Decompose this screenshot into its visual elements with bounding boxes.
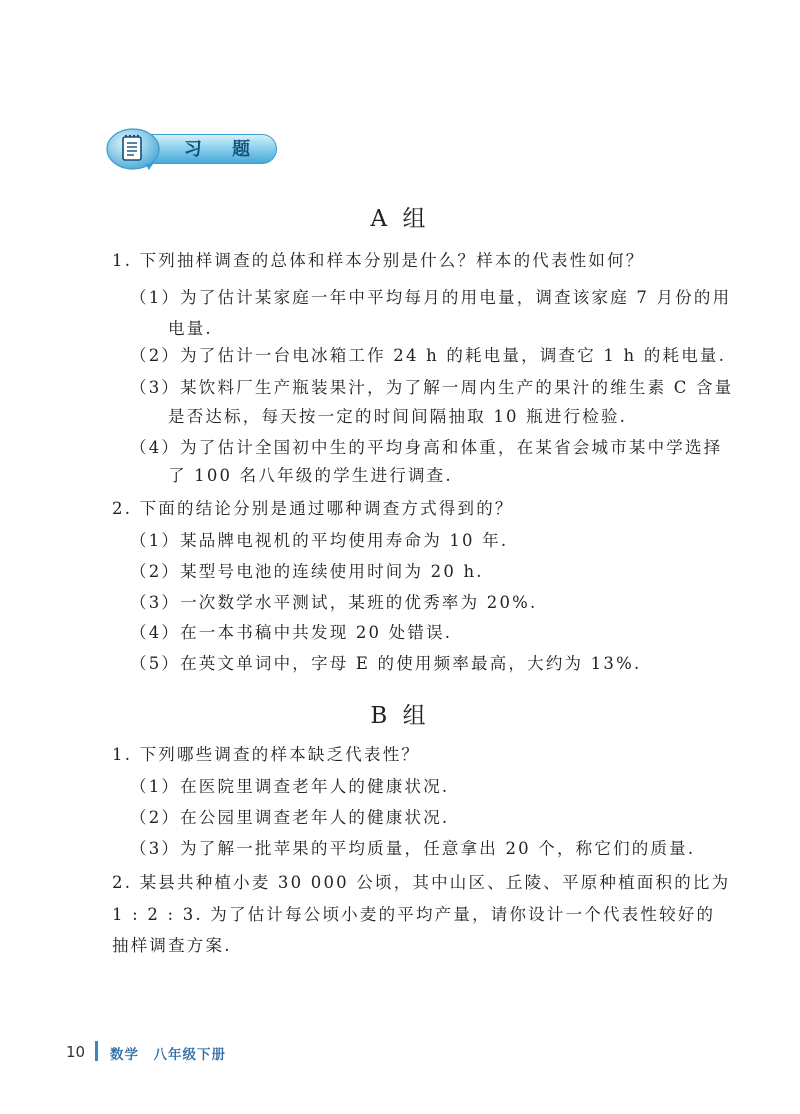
b-q2-line1: 2. 某县共种植小麦 30 000 公顷，其中山区、丘陵、平原种植面积的比为 [112,873,731,892]
b-q1-item1: （1）在医院里调查老年人的健康状况. [130,777,450,796]
exercise-banner [105,128,277,172]
b-q2-line3: 抽样调查方案. [112,936,232,955]
a-q2-item2: （2）某型号电池的连续使用时间为 20 h. [130,562,484,581]
a-q1-item4-line2: 了 100 名八年级的学生进行调查. [168,466,453,485]
a-q1-item1-line1: （1）为了估计某家庭一年中平均每月的用电量，调查该家庭 7 月份的用 [130,288,732,307]
a-q2-item3: （3）一次数学水平测试，某班的优秀率为 20%. [130,593,538,612]
a-q1-item1-line2: 电量. [168,319,213,338]
a-q1-item3-line2: 是否达标，每天按一定的时间间隔抽取 10 瓶进行检验. [168,407,628,426]
a-q1-item4-line1: （4）为了估计全国初中生的平均身高和体重，在某省会城市某中学选择 [130,438,723,457]
b-q1-stem: 1. 下列哪些调查的样本缺乏代表性？ [112,745,421,764]
group-a-heading: A 组 [370,206,430,232]
a-q2-item4: （4）在一本书稿中共发现 20 处错误. [130,623,453,642]
group-b-heading: B 组 [370,703,430,729]
b-q1-item2: （2）在公园里调查老年人的健康状况. [130,808,450,827]
a-q2-stem: 2. 下面的结论分别是通过哪种调查方式得到的？ [112,499,514,518]
book-title: 数学 八年级下册 [110,1047,226,1063]
a-q2-item1: （1）某品牌电视机的平均使用寿命为 10 年. [130,531,509,550]
footer-divider [95,1041,98,1061]
banner-title: 习 题 [183,139,263,160]
a-q1-item3-line1: （3）某饮料厂生产瓶装果汁，为了解一周内生产的果汁的维生素 C 含量 [130,378,734,397]
notebook-icon [105,128,161,172]
page-number: 10 [66,1043,86,1061]
b-q1-item3: （3）为了解一批苹果的平均质量，任意拿出 20 个，称它们的质量. [130,839,696,858]
a-q1-stem: 1. 下列抽样调查的总体和样本分别是什么？样本的代表性如何？ [112,251,645,270]
b-q2-line2: 1 : 2 : 3. 为了估计每公顷小麦的平均产量，请你设计一个代表性较好的 [112,905,716,924]
a-q2-item5: （5）在英文单词中，字母 E 的使用频率最高，大约为 13%. [130,654,642,673]
a-q1-item2: （2）为了估计一台电冰箱工作 24 h 的耗电量，调查它 1 h 的耗电量. [130,346,727,365]
